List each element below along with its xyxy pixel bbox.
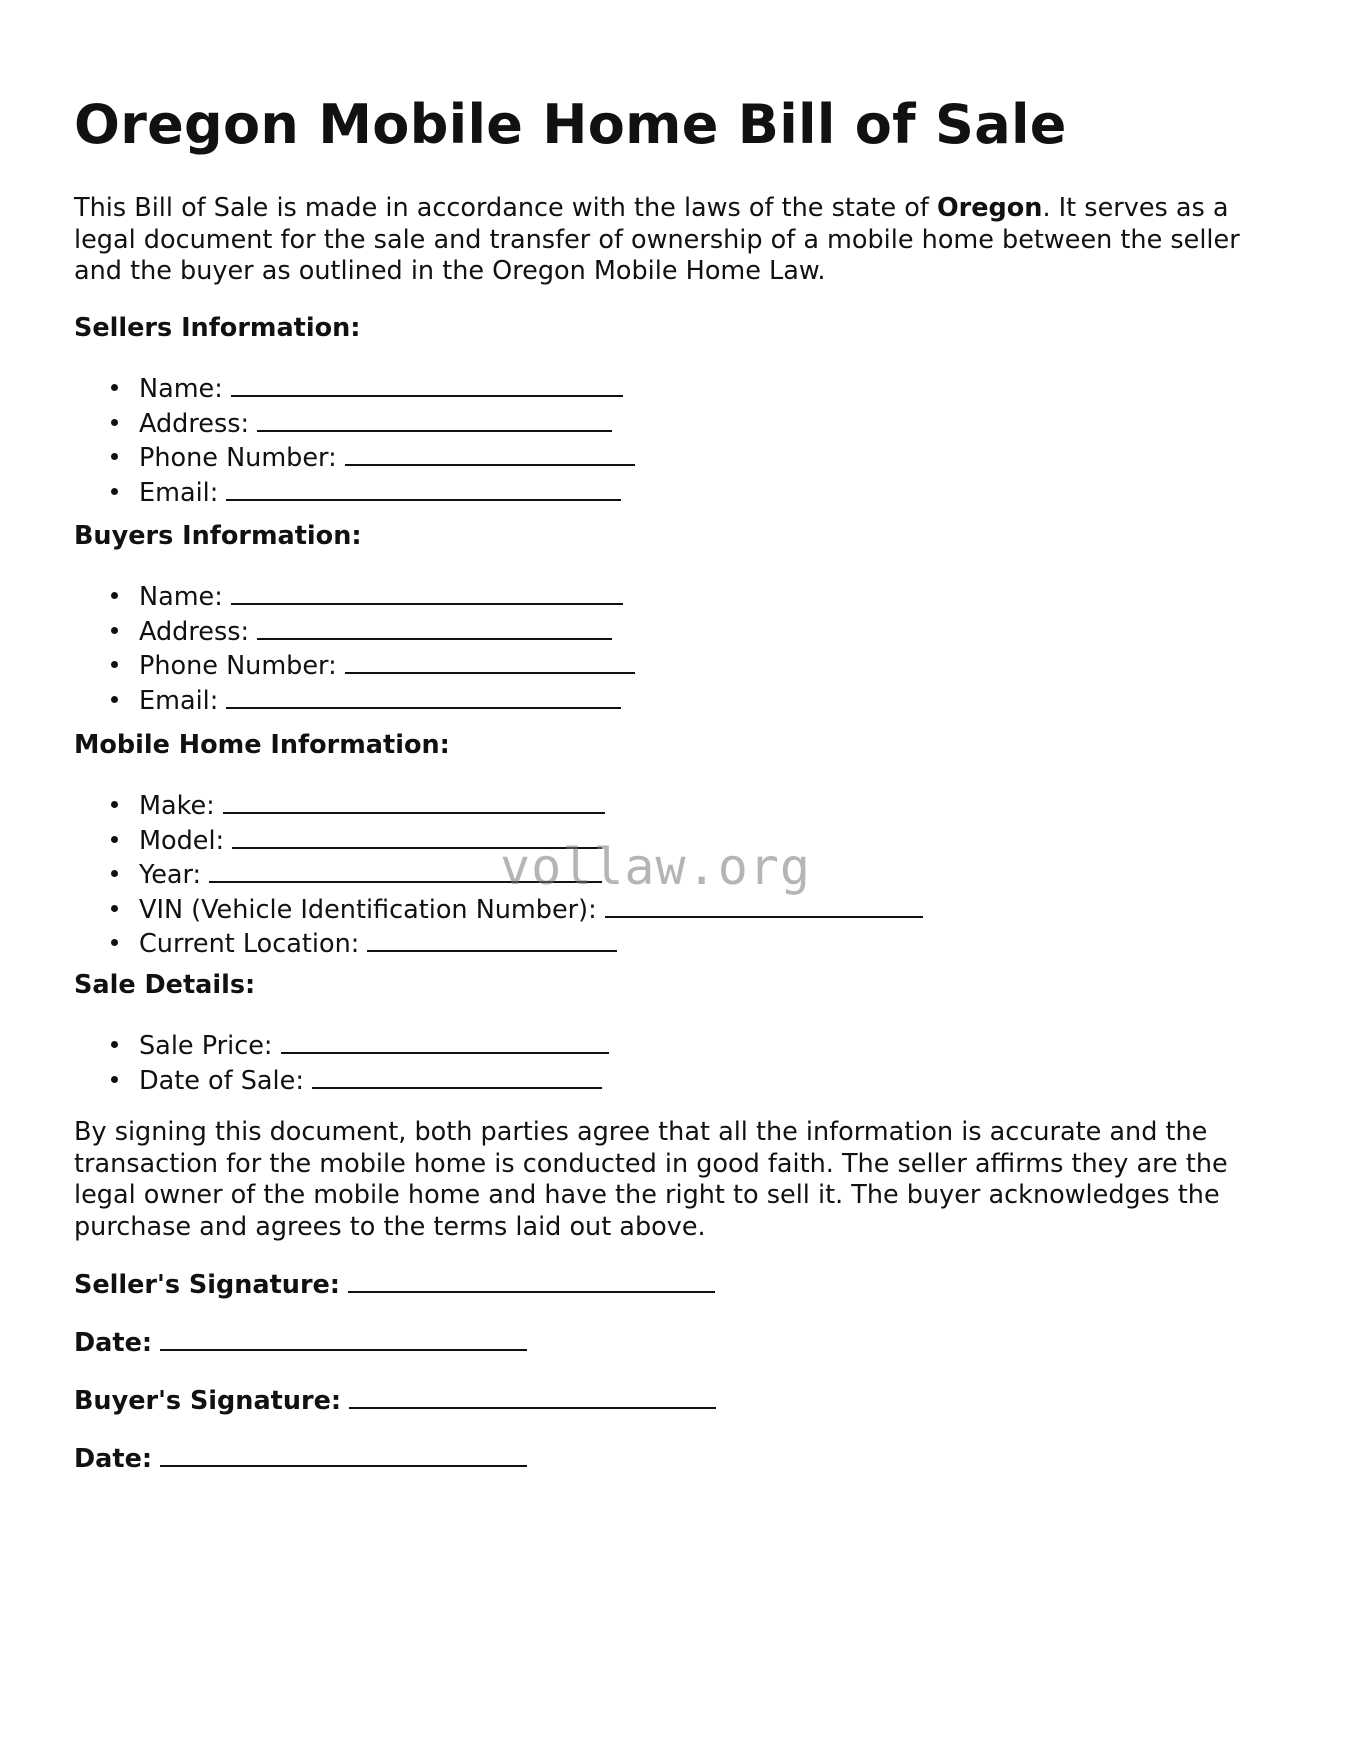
field-label: Make:: [139, 791, 215, 821]
field-label: Email:: [139, 477, 219, 508]
field-label: Year:: [139, 860, 202, 890]
field-label: Sale Price:: [139, 1031, 273, 1061]
mobile-home-field-list: [74, 788, 923, 961]
page-title: Oregon Mobile Home Bill of Sale: [74, 93, 1067, 156]
fill-in-line[interactable]: [231, 371, 623, 397]
field-label: Model:: [139, 825, 225, 856]
field-label: Address:: [139, 616, 250, 647]
fill-in-line[interactable]: [257, 406, 612, 432]
fill-in-line[interactable]: [232, 823, 602, 849]
field-label: Date of Sale:: [139, 1065, 304, 1096]
fill-in-line[interactable]: [312, 1063, 602, 1089]
mobile-home-heading: Mobile Home Information:: [74, 730, 450, 760]
seller-date-label: Date:: [74, 1328, 153, 1358]
seller-address-field[interactable]: [74, 406, 635, 441]
fill-in-line[interactable]: [160, 1325, 527, 1351]
model-field[interactable]: [74, 823, 923, 858]
seller-email-field[interactable]: [74, 475, 635, 510]
fill-in-line[interactable]: [605, 892, 923, 918]
seller-signature-label: Seller's Signature:: [74, 1270, 341, 1300]
buyer-date-label: Date:: [74, 1444, 153, 1474]
buyer-email-field[interactable]: [74, 683, 635, 718]
sale-field-list: [74, 1028, 609, 1097]
fill-in-line[interactable]: [223, 788, 605, 814]
intro-text-end: . It serves as a legal document for the sale and transfer of ownership of a mobile home between the seller and the buyer as outlined in the Oregon Mobile Home Law.: [74, 193, 1240, 286]
intro-text-start: This Bill of Sale is made in accordance with the laws of the state of: [74, 193, 937, 223]
field-label: Address:: [139, 408, 250, 439]
sale-price-field[interactable]: [74, 1028, 609, 1063]
fill-in-line[interactable]: [231, 579, 623, 605]
fill-in-line[interactable]: [345, 440, 635, 466]
fill-in-line[interactable]: [345, 648, 635, 674]
make-field[interactable]: [74, 788, 923, 823]
intro-paragraph: [74, 193, 1274, 288]
sellers-field-list: [74, 371, 635, 509]
intro-state-name: Oregon: [936, 193, 1043, 223]
fill-in-line[interactable]: [348, 1267, 715, 1293]
buyers-heading: Buyers Information:: [74, 521, 362, 551]
seller-name-field[interactable]: [74, 371, 635, 406]
buyer-signature-line[interactable]: [74, 1383, 716, 1417]
buyers-field-list: [74, 579, 635, 717]
seller-signature-line[interactable]: [74, 1267, 715, 1301]
fill-in-line[interactable]: [226, 475, 621, 501]
closing-paragraph: By signing this document, both parties agree that all the information is accurate and the transaction for the mobile home is conducted in good faith. The seller affirms they are the legal owner of the mobile home and have the right to sell it. The buyer acknowledges the purchase and agrees to the terms laid out above.: [74, 1117, 1228, 1242]
fill-in-line[interactable]: [226, 683, 621, 709]
buyer-date-line[interactable]: [74, 1441, 527, 1475]
buyer-signature-label: Buyer's Signature:: [74, 1386, 342, 1416]
seller-date-line[interactable]: [74, 1325, 527, 1359]
sale-details-heading: Sale Details:: [74, 970, 256, 1000]
fill-in-line[interactable]: [209, 857, 602, 883]
buyer-name-field[interactable]: [74, 579, 635, 614]
field-label: Phone Number:: [139, 651, 337, 681]
fill-in-line[interactable]: [367, 926, 617, 952]
field-label: VIN (Vehicle Identification Number):: [139, 894, 597, 925]
year-field[interactable]: [74, 857, 923, 892]
fill-in-line[interactable]: [160, 1441, 527, 1467]
field-label: Name:: [139, 374, 223, 404]
buyer-phone-field[interactable]: [74, 648, 635, 683]
sellers-heading: Sellers Information:: [74, 313, 361, 343]
seller-phone-field[interactable]: [74, 440, 635, 475]
field-label: Email:: [139, 685, 219, 716]
fill-in-line[interactable]: [349, 1383, 716, 1409]
date-of-sale-field[interactable]: [74, 1063, 609, 1098]
vin-field[interactable]: [74, 892, 923, 927]
field-label: Name:: [139, 582, 223, 612]
fill-in-line[interactable]: [281, 1028, 609, 1054]
watermark: vollaw.org: [500, 838, 812, 896]
field-label: Phone Number:: [139, 443, 337, 473]
field-label: Current Location:: [139, 929, 360, 959]
fill-in-line[interactable]: [257, 614, 612, 640]
current-location-field[interactable]: [74, 926, 923, 961]
buyer-address-field[interactable]: [74, 614, 635, 649]
